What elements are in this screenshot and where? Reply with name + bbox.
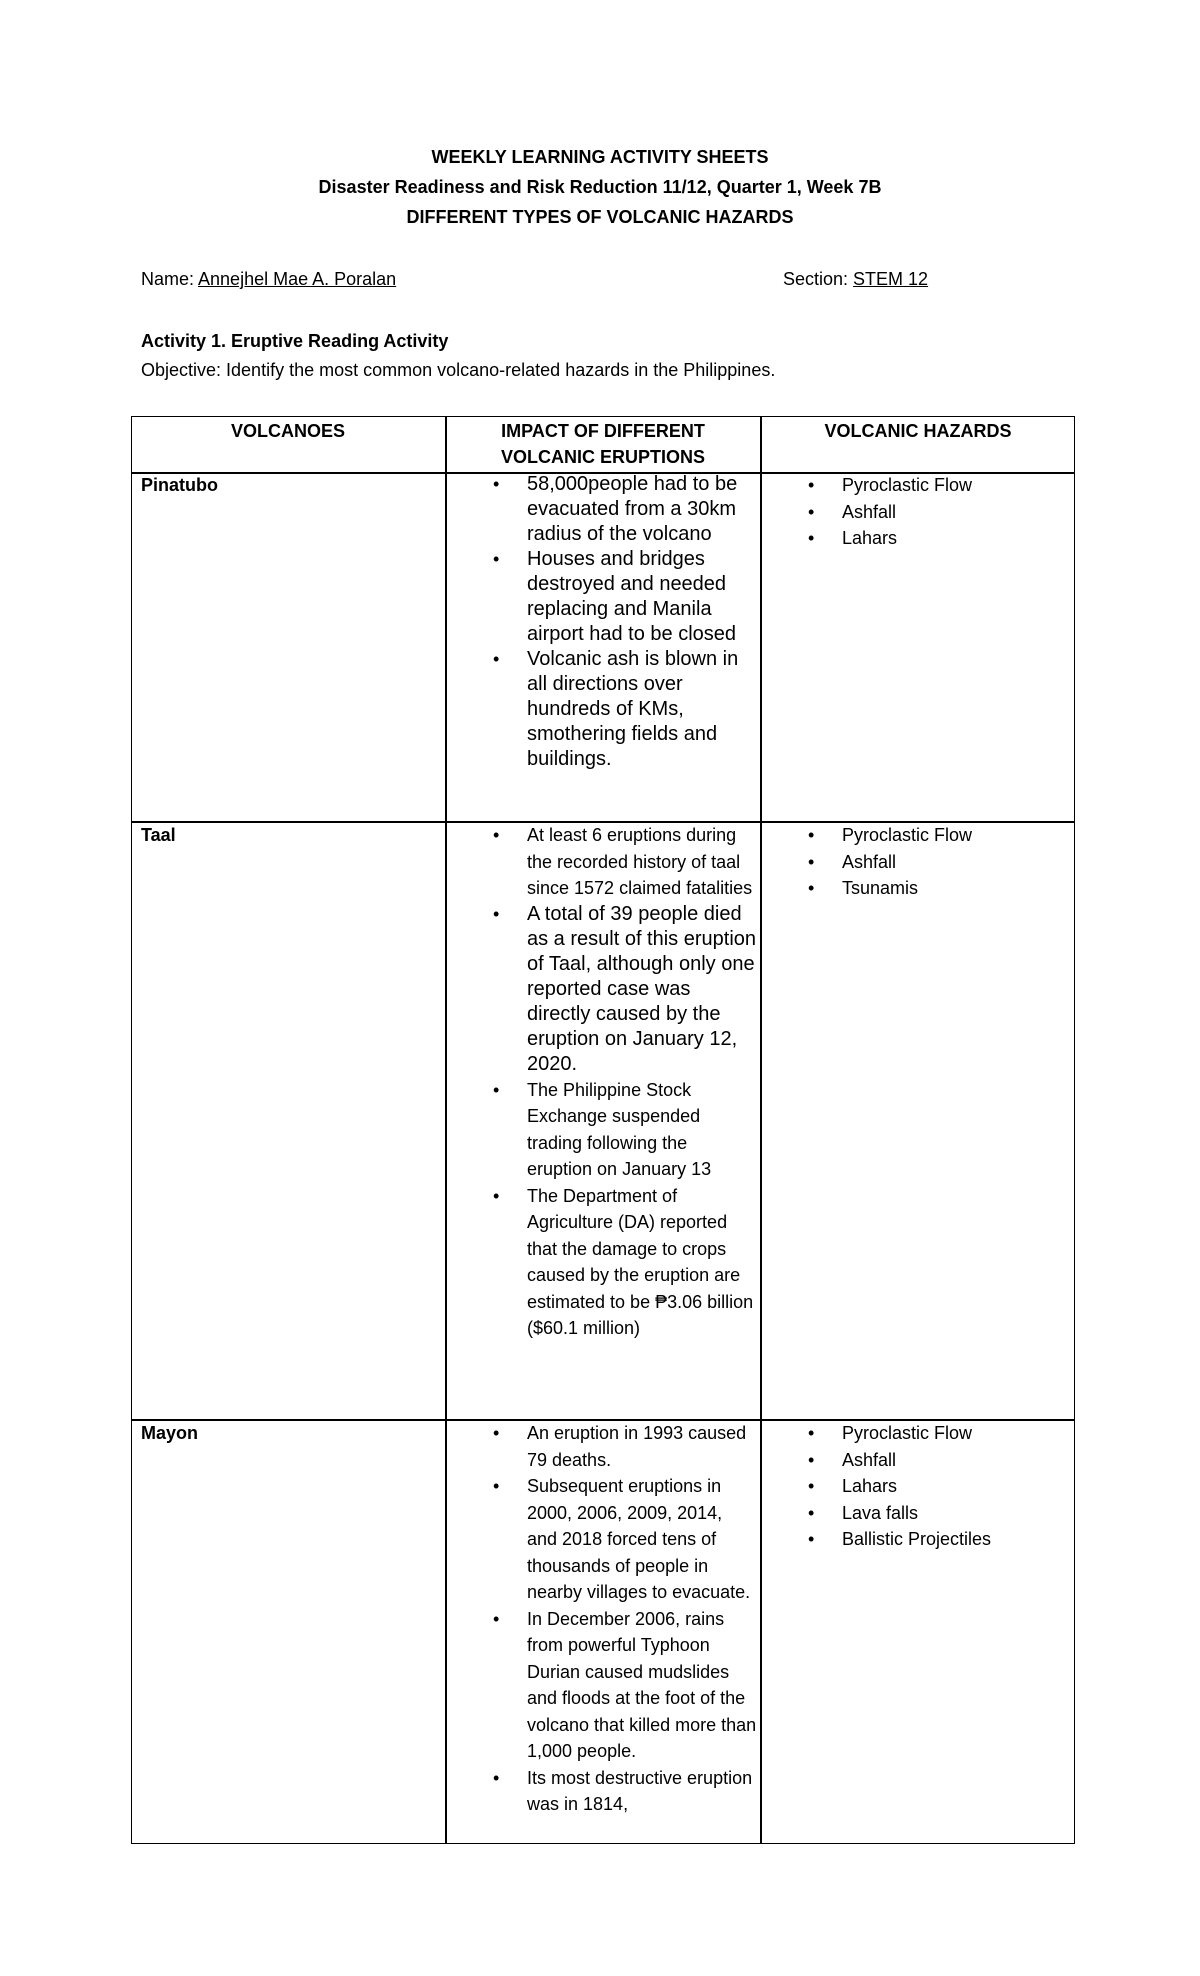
name-label: Name: [141, 269, 199, 289]
list-item: • Lahars [808, 528, 898, 548]
list-item: • Ashfall [808, 501, 897, 522]
list-item: • Subsequent eruptions in 2000, 2006, 2009, 2014, and 2018 forced tens of thousands of people in nearby villages to evacuate. [493, 1476, 751, 1602]
list-item: • 58,000people had to be evacuated from a 30km radius of the volcano [493, 473, 738, 545]
sheet-subtitle: Disaster Readiness and Risk Reduction 11/12, Quarter 1, Week 7B [318, 177, 882, 197]
section-line [783, 268, 928, 290]
student-name: Annejhel Mae A. Poralan [198, 269, 397, 289]
table-divider [760, 416, 762, 1844]
activity-objective: Objective: Identify the most common volcano-related hazards in the Philippines. [141, 360, 776, 380]
impact-list [493, 822, 757, 1342]
list-item: • A total of 39 people died as a result of this eruption of Taal, although only one reported case was directly caused by the eruption on January 12, 2020. [493, 902, 757, 1075]
column-header-impact [446, 418, 760, 470]
section-value: STEM 12 [853, 269, 929, 289]
list-item: • The Philippine Stock Exchange suspended trading following the eruption on January 13 [493, 1079, 712, 1179]
list-item: • Pyroclastic Flow [808, 475, 973, 495]
list-item: • At least 6 eruptions during the recorded history of taal since 1572 claimed fatalities [493, 825, 753, 898]
list-item: • Tsunamis [808, 878, 919, 898]
column-header-volcanoes: VOLCANOES [230, 421, 345, 441]
column-header-hazards: VOLCANIC HAZARDS [824, 421, 1012, 441]
hazard-list [808, 822, 1062, 902]
list-item: • Pyroclastic Flow [808, 1423, 973, 1443]
hazard-list [808, 1420, 1062, 1553]
list-item: • Its most destructive eruption was in 1814, [493, 1767, 753, 1814]
list-item: • The Department of Agriculture (DA) reported that the damage to crops caused by the eruption are estimated to be ₱3.06 billion ($60.1 million) [493, 1185, 754, 1338]
hazard-list [808, 472, 1062, 552]
list-item: • Volcanic ash is blown in all directions over hundreds of KMs, smothering fields and buildings. [493, 648, 739, 770]
list-item: • Lava falls [808, 1502, 919, 1523]
column-header-impact-line: IMPACT OF DIFFERENT [501, 421, 705, 441]
list-item: • Pyroclastic Flow [808, 825, 973, 845]
sheet-title: WEEKLY LEARNING ACTIVITY SHEETS [431, 147, 769, 167]
sheet-topic: DIFFERENT TYPES OF VOLCANIC HAZARDS [406, 207, 794, 227]
name-line [141, 268, 396, 290]
table-divider [445, 416, 447, 1844]
column-header-impact-line: VOLCANIC ERUPTIONS [500, 447, 705, 467]
list-item: • An eruption in 1993 caused 79 deaths. [493, 1423, 747, 1470]
list-item: • In December 2006, rains from powerful Typhoon Durian caused mudslides and floods at the foot of the volcano that killed more than 1,000 people. [493, 1608, 757, 1761]
impact-list [493, 472, 757, 772]
list-item: • Ashfall [808, 851, 897, 872]
section-label: Section: [783, 269, 854, 289]
list-item: • Ashfall [808, 1449, 897, 1470]
volcano-name: Taal [141, 825, 176, 845]
volcano-name: Mayon [141, 1423, 199, 1443]
volcano-name: Pinatubo [141, 475, 218, 495]
activity-title: Activity 1. Eruptive Reading Activity [141, 331, 449, 351]
impact-list [493, 1420, 757, 1818]
list-item: • Ballistic Projectiles [808, 1529, 992, 1549]
list-item: • Lahars [808, 1476, 898, 1496]
list-item: • Houses and bridges destroyed and needed replacing and Manila airport had to be closed [493, 548, 737, 645]
